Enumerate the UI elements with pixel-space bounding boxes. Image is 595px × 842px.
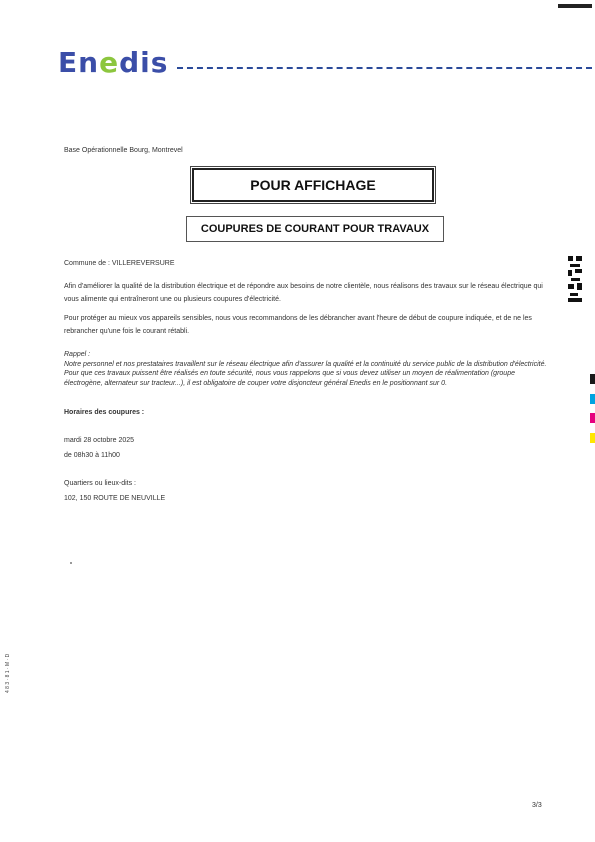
scan-speck: [70, 562, 72, 564]
enedis-logo: [58, 46, 168, 79]
swatch-magenta: [590, 413, 595, 423]
horaires-title: Horaires des coupures :: [64, 409, 145, 416]
rappel-title: Rappel :: [64, 351, 91, 358]
rappel-block: [64, 350, 554, 388]
margin-code: 4 8 3 · 8 1 · M · D: [5, 653, 11, 693]
quartiers-title: Quartiers ou lieux-dits :: [64, 480, 136, 487]
logo-part-3: dis: [119, 46, 169, 79]
coupures-title: COUPURES DE COURANT POUR TRAVAUX: [186, 216, 444, 242]
base-operationnelle: Base Opérationnelle Bourg, Montrevel: [64, 147, 183, 154]
scan-corner-mark: [558, 4, 592, 8]
logo-part-2: e: [99, 46, 120, 79]
page-number: 3/3: [532, 802, 542, 809]
swatch-cyan: [590, 394, 595, 404]
coupure-time: de 08h30 à 11h00: [64, 452, 120, 459]
swatch-yellow: [590, 433, 595, 443]
swatch-black: [590, 374, 595, 384]
coupure-date: mardi 28 octobre 2025: [64, 437, 135, 444]
pour-affichage-title: POUR AFFICHAGE: [192, 168, 434, 202]
header-divider: [177, 67, 592, 69]
intro-paragraph: Afin d'améliorer la qualité de la distribution électrique et de répondre aux besoins de notre clientèle, nous réalisons des travaux sur le réseau électrique qui vous alimente qui entraîneront une ou plusieurs coupures d'électricité.: [64, 283, 543, 303]
protection-paragraph: Pour protéger au mieux vos appareils sensibles, nous vous recommandons de les débrancher avant l'heure de début de coupure indiquée, et de ne les rebrancher qu'une fois le courant rétabli.: [64, 315, 532, 335]
qr-code: [568, 256, 582, 302]
logo-part-1: En: [58, 46, 100, 79]
coupure-address: 102, 150 ROUTE DE NEUVILLE: [64, 495, 166, 502]
rappel-text: Notre personnel et nos prestataires travaillent sur le réseau électrique afin d'assurer la qualité et la continuité du service public de la distribution d'électricité. Pour que ces travaux puissent être réalisés en toute sécurité, nous vous rappelons que si vous devez utiliser un moyen de réalimentation (groupe électrogène, alternateur sur tracteur...), il est obligatoire de couper votre disjoncteur général Enedis en le positionnant sur 0.: [64, 360, 547, 387]
commune-line: Commune de : VILLEREVERSURE: [64, 260, 175, 267]
